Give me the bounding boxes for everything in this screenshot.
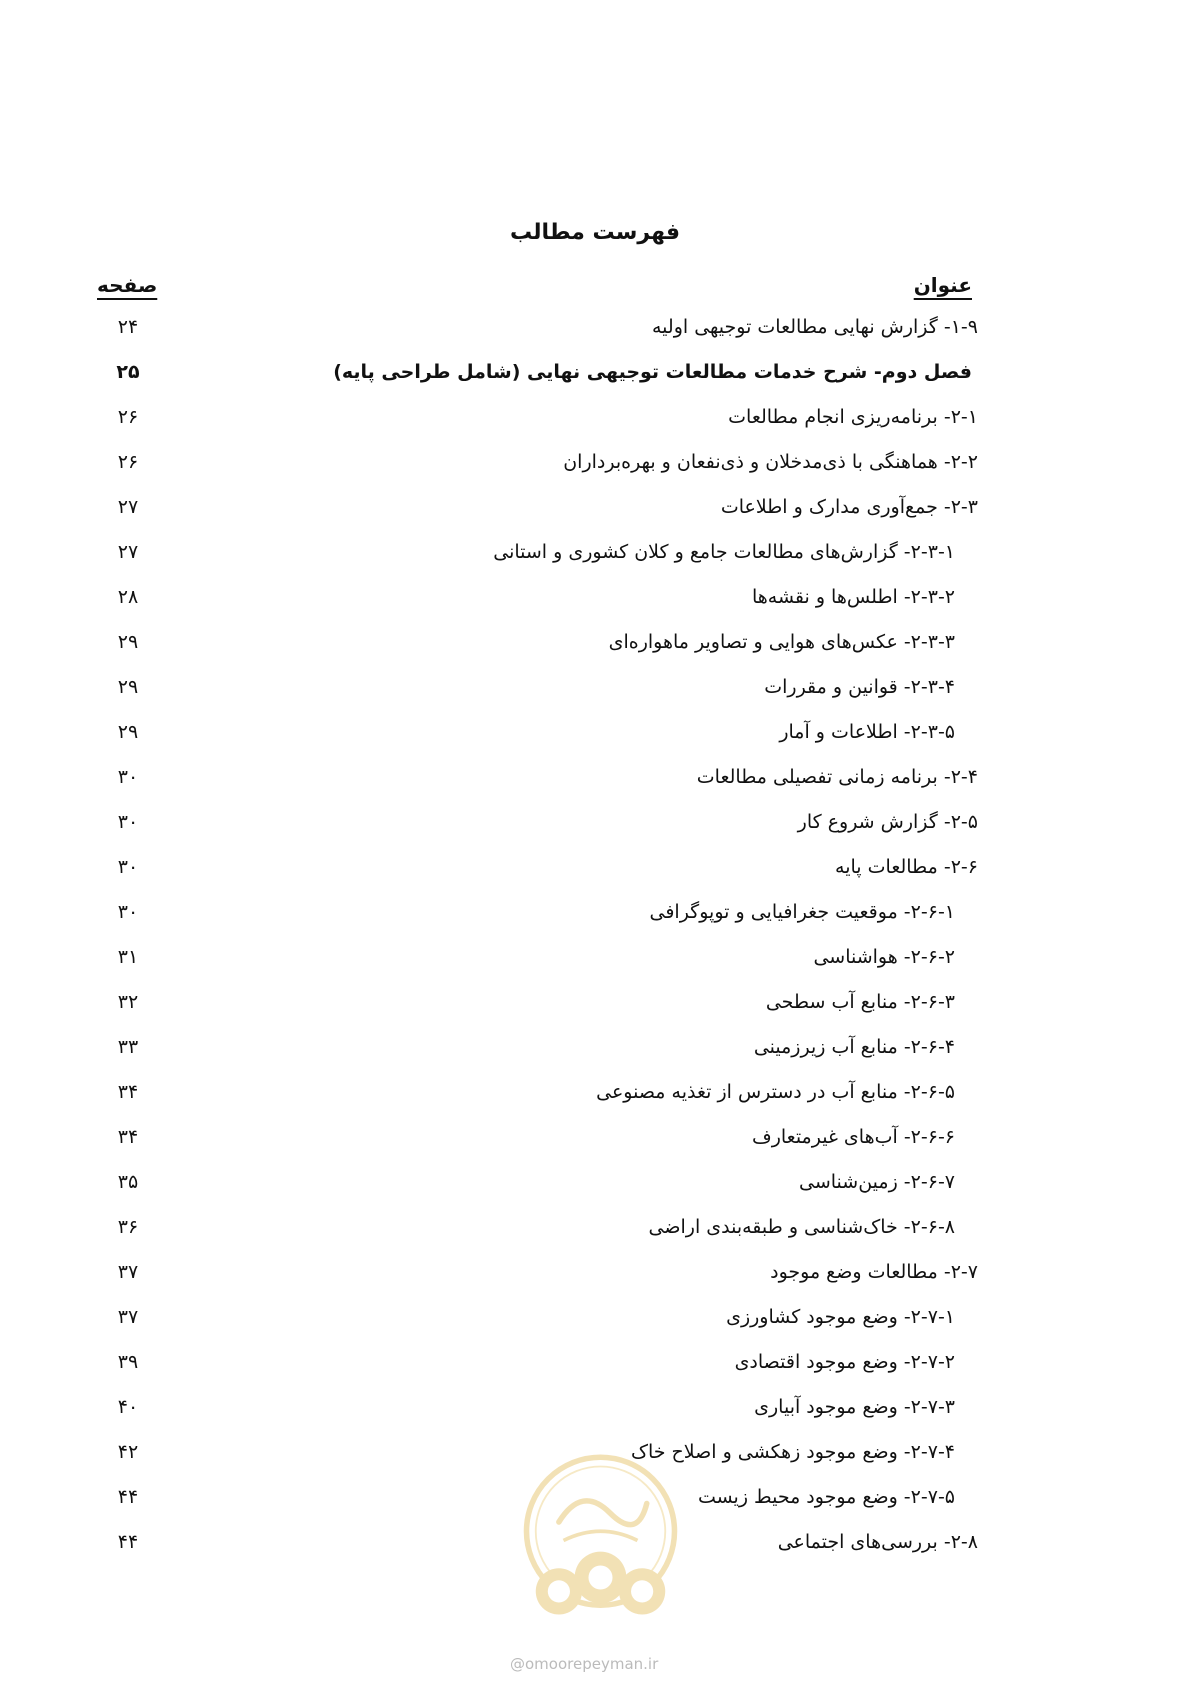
toc-entry [0, 1070, 1190, 1115]
toc-entry [0, 1250, 1190, 1295]
toc-entry [0, 530, 1190, 575]
toc-entry [0, 845, 1190, 890]
toc-entry-page: ۲۸ [117, 586, 139, 608]
toc-entry-title: ۲-۷-۴- وضع موجود زهکشی و اصلاح خاک [630, 1441, 955, 1463]
toc-entry [0, 485, 1190, 530]
toc-entry-page: ۴۴ [117, 1486, 139, 1508]
toc-entry [0, 1295, 1190, 1340]
toc-entry-page: ۲۹ [117, 676, 139, 698]
toc-entry [0, 350, 1190, 395]
toc-entry [0, 395, 1190, 440]
toc-entry-page: ۳۲ [117, 991, 139, 1013]
toc-entry-title: ۲-۶-۱- موقعیت جغرافیایی و توپوگرافی [649, 901, 955, 923]
toc-entry-title: ۲-۷-۵- وضع موجود محیط زیست [697, 1486, 955, 1508]
toc-entry-page: ۳۱ [117, 946, 139, 968]
toc-entry-page: ۳۵ [117, 1171, 139, 1193]
toc-entry-title: ۲-۶-۵- منابع آب در دسترس از تغذیه مصنوعی [596, 1081, 955, 1103]
toc-entry-title: ۲-۶-۲- هواشناسی [813, 946, 955, 968]
toc-entry-title: ۲-۷- مطالعات وضع موجود [770, 1261, 978, 1283]
toc-entry-title: ۲-۳-۴- قوانین و مقررات [764, 676, 955, 698]
toc-entry [0, 620, 1190, 665]
toc-entry-title: ۲-۶-۳- منابع آب سطحی [765, 991, 955, 1013]
toc-entry [0, 665, 1190, 710]
toc-entry [0, 935, 1190, 980]
toc-entry-title: ۲-۳- جمع‌آوری مدارک و اطلاعات [720, 496, 978, 518]
toc-entry [0, 305, 1190, 350]
toc-entry-title: ۲-۴- برنامه زمانی تفصیلی مطالعات [696, 766, 978, 788]
toc-entry-page: ۴۰ [117, 1396, 139, 1418]
toc-entry-title: ۲-۳-۱- گزارش‌های مطالعات جامع و کلان کشوری و استانی [493, 541, 955, 563]
toc-entry-title: ۲-۷-۱- وضع موجود کشاورزی [726, 1306, 955, 1328]
toc-entry [0, 1205, 1190, 1250]
toc-entry [0, 980, 1190, 1025]
watermark-site: @omoorepeyman.ir [510, 1655, 659, 1673]
toc-entry-page: ۳۰ [117, 811, 139, 833]
toc-entry-title: ۲-۳-۲- اطلس‌ها و نقشه‌ها [751, 586, 955, 608]
title-column-header: عنوان [913, 273, 972, 297]
toc-entry-title: ۲-۶-۷- زمین‌شناسی [799, 1171, 955, 1193]
toc-entry-title: ۲-۶-۴- منابع آب زیرزمینی [753, 1036, 955, 1058]
toc-entry-page: ۲۹ [117, 721, 139, 743]
toc-entry-page: ۳۰ [117, 901, 139, 923]
toc-entry-page: ۳۷ [117, 1306, 139, 1328]
toc-entry-title: ۲-۲- هماهنگی با ذی‌مدخلان و ذی‌نفعان و بهره‌برداران [563, 451, 978, 473]
toc-entry-title: ۲-۸- بررسی‌های اجتماعی [777, 1531, 978, 1553]
toc-entry-page: ۳۴ [117, 1126, 139, 1148]
toc-entry-title: ۲-۳-۵- اطلاعات و آمار [779, 721, 955, 743]
toc-entry-page: ۳۷ [117, 1261, 139, 1283]
toc-entry-title: فصل دوم- شرح خدمات مطالعات توجیهی نهایی (شامل طراحی پایه) [333, 361, 972, 383]
toc-entry-page: ۲۷ [117, 496, 139, 518]
toc-entry-title: ۲-۶-۸- خاک‌شناسی و طبقه‌بندی اراضی [648, 1216, 955, 1238]
toc-entry-page: ۲۹ [117, 631, 139, 653]
toc-entry-title: ۲-۳-۳- عکس‌های هوایی و تصاویر ماهواره‌ای [608, 631, 955, 653]
toc-entry [0, 755, 1190, 800]
toc-entry-title: ۲-۷-۲- وضع موجود اقتصادی [734, 1351, 955, 1373]
toc-entry [0, 1385, 1190, 1430]
toc-entry-title: ۲-۶-۶- آب‌های غیرمتعارف [752, 1126, 955, 1148]
toc-entry-page: ۳۶ [117, 1216, 139, 1238]
toc-entry [0, 575, 1190, 620]
toc-entry [0, 440, 1190, 485]
toc-entry-page: ۴۴ [117, 1531, 139, 1553]
toc-entry [0, 1160, 1190, 1205]
table-of-contents [0, 305, 1190, 1565]
toc-entry-page: ۲۶ [117, 406, 139, 428]
toc-entry-page: ۴۲ [117, 1441, 139, 1463]
toc-entry-page: ۲۴ [117, 316, 139, 338]
toc-entry-title: ۲-۵- گزارش شروع کار [797, 811, 978, 833]
toc-entry-page: ۳۹ [117, 1351, 139, 1373]
watermark-logo-icon [508, 1448, 693, 1633]
toc-entry [0, 710, 1190, 755]
toc-entry-title: ۲-۱- برنامه‌ریزی انجام مطالعات [728, 406, 978, 428]
toc-entry-title: ۱-۹- گزارش نهایی مطالعات توجیهی اولیه [652, 316, 978, 338]
toc-entry-page: ۳۰ [117, 856, 139, 878]
toc-entry-page: ۳۰ [117, 766, 139, 788]
toc-entry-title: ۲-۶- مطالعات پایه [835, 856, 978, 878]
toc-entry-page: ۳۴ [117, 1081, 139, 1103]
page-title: فهرست مطالب [509, 220, 681, 245]
toc-entry [0, 1025, 1190, 1070]
toc-entry [0, 1115, 1190, 1160]
toc-entry-page: ۲۵ [116, 361, 140, 383]
toc-entry [0, 800, 1190, 845]
toc-entry [0, 890, 1190, 935]
toc-entry-page: ۳۳ [117, 1036, 139, 1058]
toc-entry-page: ۲۶ [117, 451, 139, 473]
toc-entry [0, 1340, 1190, 1385]
page-column-header: صفحه [97, 273, 158, 297]
toc-entry-title: ۲-۷-۳- وضع موجود آبیاری [754, 1396, 955, 1418]
toc-entry-page: ۲۷ [117, 541, 139, 563]
